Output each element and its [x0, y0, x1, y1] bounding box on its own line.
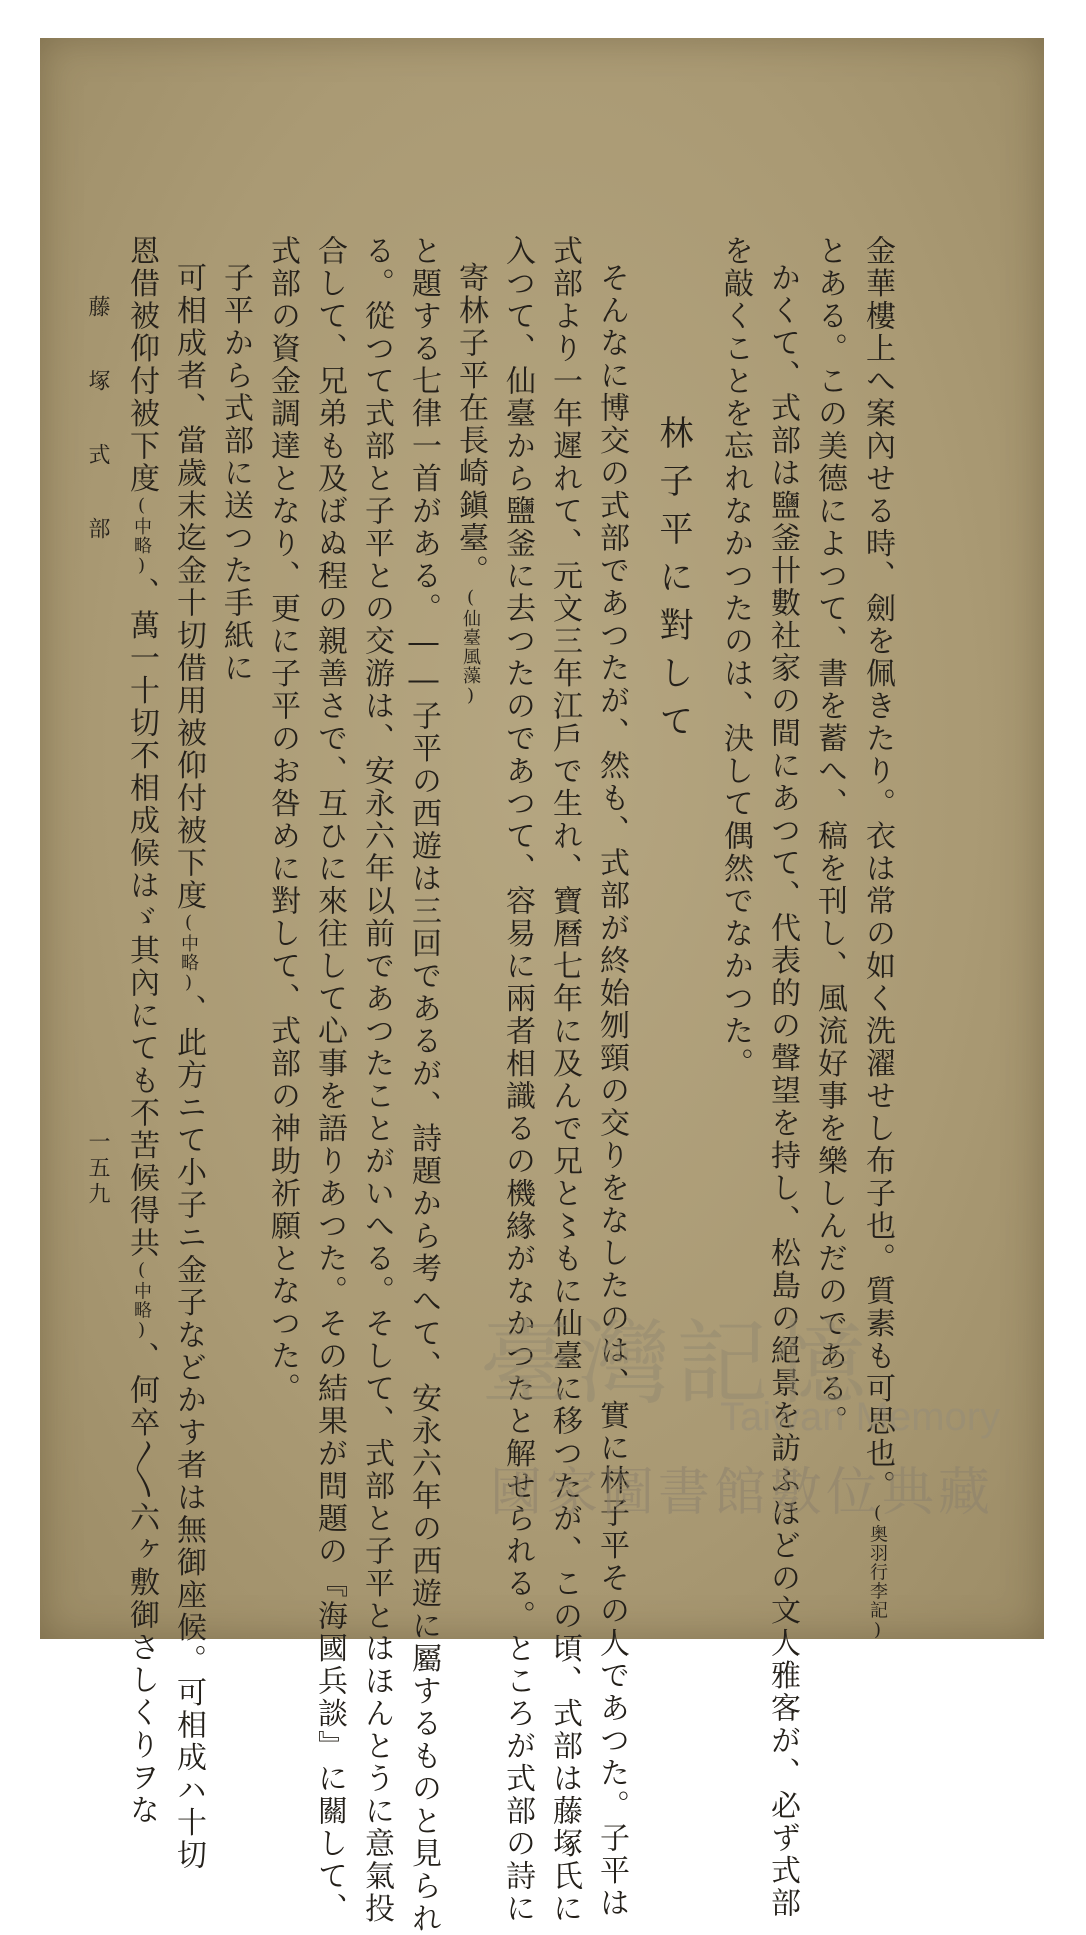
- poem-title: 寄林子平在長崎鎭臺。(仙臺風藻): [453, 262, 488, 707]
- text-line-8: 入つて、仙臺から鹽釜に去つたのであつて、容易に兩者相識るの機緣がなかつたと解せられる。ところが式部の詩に: [500, 235, 535, 1925]
- source-note: (奥羽行李記): [867, 1502, 888, 1642]
- text-line-7: 式部より一年遲れて、元文三年江戶で生れ、寶曆七年に及んで兄と〻もに仙臺に移つたが、この頃、式部は藤塚氏に: [547, 235, 582, 1925]
- text-line-4: を敲くことを忘れなかつたのは、決して偶然でなかつた。: [718, 235, 753, 1080]
- page-number: 一五九: [85, 1130, 110, 1208]
- text-line-11: る。從つて式部と子平との交游は、安永六年以前であつたことがいへる。そして、式部と子平とはほんとうに意氣投: [359, 235, 394, 1925]
- text-line-1: 金華樓上へ案內せる時、劍を佩きたり。衣は常の如く洗濯せし布子也。質素も可思也。(奥羽行李記): [860, 235, 895, 1642]
- running-head: 藤塚式部: [85, 295, 110, 591]
- text-line-10: と題する七律一首がある。――子平の西遊は三回であるが、詩題から考へて、安永六年の西遊に屬するものと見られ: [406, 235, 441, 1935]
- letter-quote-1: 可相成者、當歲末迄金十切借用被仰付被下度(中略)、此方ニて小子ニ金子などかす者は無御座候。可相成ハ十切: [171, 262, 206, 1872]
- text-line-3: かくて、式部は鹽釜卄數社家の間にあつて、代表的の聲望を持し、松島の絕景を訪ふほどの文人雅客が、必ず式部: [765, 262, 800, 1920]
- section-heading: 林子平に對して: [653, 415, 693, 751]
- text-line-6: そんなに博交の式部であつたが、然も、式部が終始刎頸の交りをなしたのは、實に林子平その人であつた。子平は: [594, 262, 629, 1920]
- text-line-13: 式部の資金調達となり、更に子平のお咎めに對して、式部の神助祈願となつた。: [265, 235, 300, 1405]
- letter-quote-2: 恩借被仰付被下度(中略)、萬一十切不相成候はゞ其內にても不苦候得共(中略)、何卒〳〵六ヶ敷御さしくりヲな: [124, 235, 159, 1827]
- watermark-english: Taiwan Memory: [720, 1395, 1001, 1439]
- source-note: (仙臺風藻): [460, 587, 481, 707]
- text-line-14: 子平から式部に送つた手紙に: [218, 262, 253, 685]
- watermark-title: 臺灣記憶: [480, 1310, 873, 1417]
- text-line-12: 合して、兄弟も及ばぬ程の親善さで、互ひに來往して心事を語りあつた。その結果が問題の『海國兵談』に關して、: [312, 235, 347, 1925]
- watermark-subtitle: 國家圖書館數位典藏: [490, 1463, 995, 1523]
- text-line-2: とある。この美德によつて、書を蓄へ、稿を刊し、風流好事を樂しんだのである。: [812, 235, 847, 1438]
